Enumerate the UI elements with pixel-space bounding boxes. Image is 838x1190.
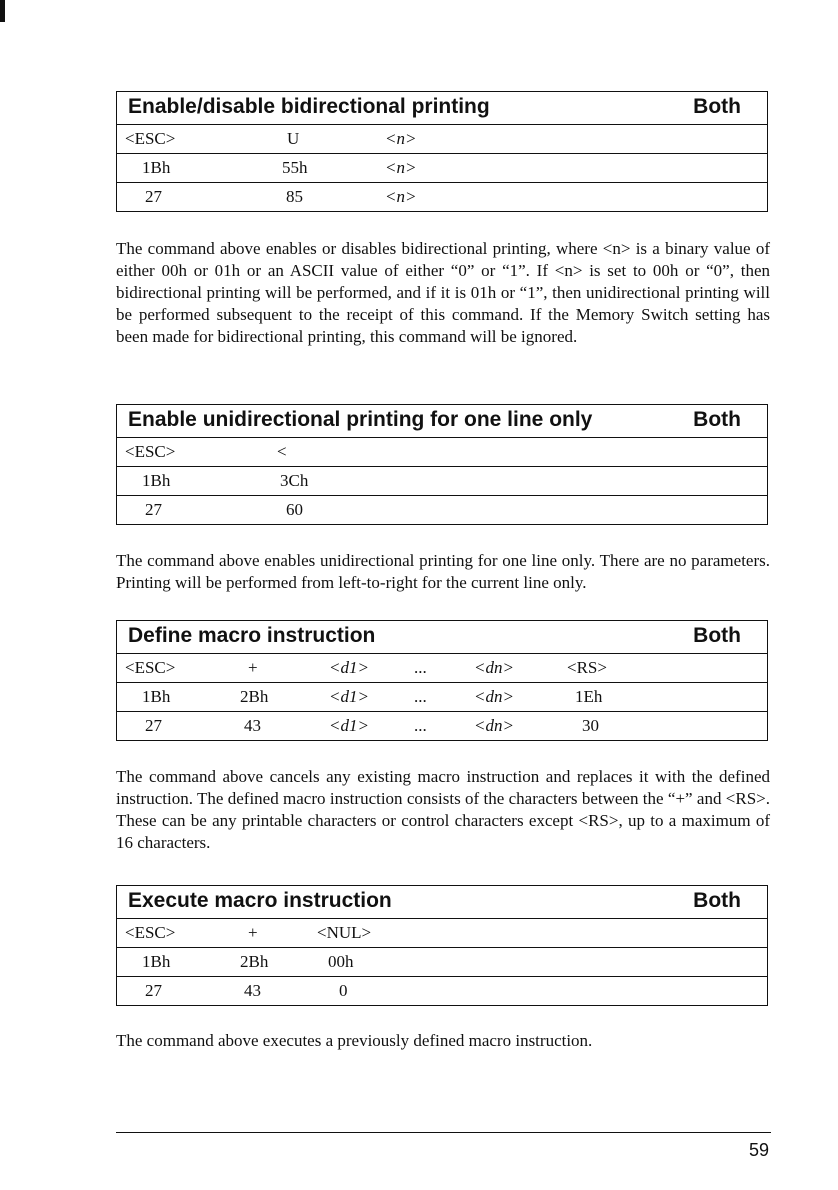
command-row-dec [117, 182, 767, 211]
command-cell: 43 [244, 981, 261, 1000]
command-cell: 55h [282, 158, 308, 177]
command-cell: 60 [286, 500, 303, 519]
command-param: <dn> [474, 687, 514, 706]
command-title: Execute macro instruction [128, 889, 392, 912]
command-title: Define macro instruction [128, 624, 376, 647]
command-cell: ... [414, 687, 427, 706]
command-cell: < [277, 442, 287, 461]
command-box-define-macro [116, 620, 768, 741]
command-cell: 1Bh [142, 158, 171, 177]
command-param: <dn> [474, 716, 514, 735]
command-title-bar [117, 886, 767, 919]
command-title-bar [117, 405, 767, 438]
command-cell: 43 [244, 716, 261, 735]
command-param: <d1> [329, 716, 369, 735]
footer-rule [116, 1132, 771, 1133]
command-mode: Both [693, 95, 741, 118]
command-cell: 2Bh [240, 687, 269, 706]
command-title: Enable unidirectional printing for one line only [128, 408, 593, 431]
command-param: <n> [385, 187, 417, 206]
command-mode: Both [693, 889, 741, 912]
command-row-dec [117, 711, 767, 740]
command-param: <n> [385, 158, 417, 177]
command-cell: ... [414, 658, 427, 677]
command-title-bar [117, 92, 767, 125]
command-mode: Both [693, 624, 741, 647]
command-row-esc [117, 919, 767, 947]
command-row-esc [117, 438, 767, 466]
command-title-bar [117, 621, 767, 654]
command-description: The command above executes a previously defined macro instruction. [116, 1031, 593, 1050]
command-param: <d1> [329, 687, 369, 706]
command-row-dec [117, 495, 767, 524]
command-cell: <NUL> [317, 923, 372, 942]
command-param: <n> [385, 129, 417, 148]
command-box-bidirectional [116, 91, 768, 212]
command-cell: U [287, 129, 300, 148]
page-number: 59 [748, 1140, 769, 1160]
command-cell: 00h [328, 952, 354, 971]
command-cell: ... [414, 716, 427, 735]
command-box-unidirectional [116, 404, 768, 525]
binding-edge-mark [0, 0, 5, 22]
command-row-esc [117, 654, 767, 682]
command-cell: 1Bh [142, 471, 171, 490]
command-cell: + [248, 923, 258, 942]
command-cell: <ESC> [125, 129, 176, 148]
command-row-hex [117, 682, 767, 711]
command-cell: + [248, 658, 258, 677]
command-row-dec [117, 976, 767, 1005]
command-row-esc [117, 125, 767, 153]
command-row-hex [117, 947, 767, 976]
command-cell: 1Bh [142, 687, 171, 706]
command-cell: <RS> [567, 658, 607, 677]
command-cell: 27 [145, 716, 162, 735]
command-param: <d1> [329, 658, 369, 677]
command-title: Enable/disable bidirectional printing [128, 95, 490, 118]
command-cell: 27 [145, 981, 162, 1000]
command-cell: <ESC> [125, 658, 176, 677]
command-cell: 27 [145, 187, 162, 206]
command-row-hex [117, 153, 767, 182]
command-param: <dn> [474, 658, 514, 677]
command-row-hex [117, 466, 767, 495]
command-description: The command above cancels any existing macro instruction and replaces it with the defined instruction. The defined macro instruction consists of the characters between the “+” and <RS>. These can be any printable characters or control characters except <RS>, up to a maximum of 16 characters. [116, 767, 770, 852]
command-cell: <ESC> [125, 442, 176, 461]
command-cell: 85 [286, 187, 303, 206]
command-box-execute-macro [116, 885, 768, 1006]
command-description: The command above enables unidirectional printing for one line only. There are no parameters. Printing will be performed from left-to-right for the current line only. [116, 551, 770, 592]
command-mode: Both [693, 408, 741, 431]
command-cell: 1Bh [142, 952, 171, 971]
command-cell: 1Eh [575, 687, 603, 706]
command-description: The command above enables or disables bidirectional printing, where <n> is a binary value of either 00h or 01h or an ASCII value of either “0” or “1”. If <n> is set to 00h or “0”, then bidirectional printing will be performed, and if it is 01h or “1”, then unidirectional printing will be performed subsequent to the receipt of this command. If the Memory Switch setting has been made for bidirectional printing, this command will be ignored. [116, 239, 770, 346]
command-cell: 30 [582, 716, 599, 735]
command-cell: 27 [145, 500, 162, 519]
command-cell: <ESC> [125, 923, 176, 942]
command-cell: 3Ch [280, 471, 309, 490]
command-cell: 2Bh [240, 952, 269, 971]
command-cell: 0 [339, 981, 348, 1000]
